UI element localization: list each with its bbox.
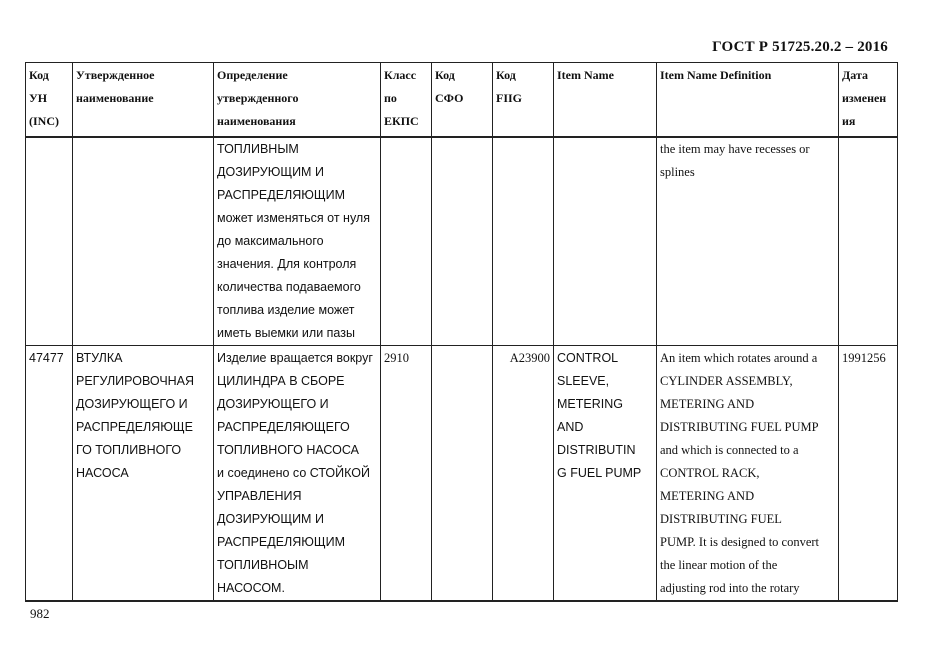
text-line: ТОПЛИВНОЫМ (217, 558, 309, 572)
text-line: наименования (217, 114, 296, 128)
text-line: CYLINDER ASSEMBLY, (660, 374, 793, 388)
text-line: значения. Для контроля (217, 257, 357, 271)
text-line: SLEEVE, (557, 374, 610, 388)
col-header-sfo (432, 63, 493, 138)
col-header-class (381, 63, 432, 138)
text-line: Item Name Definition (660, 68, 772, 82)
text-line: ТОПЛИВНОГО НАСОСА (217, 443, 359, 457)
cell-approved-name (73, 137, 214, 346)
text-line: CONTROL (557, 351, 619, 365)
text-line: DISTRIBUTING FUEL (660, 512, 782, 526)
text-line: ЦИЛИНДРА В СБОРЕ (217, 374, 345, 388)
text-line: Код (29, 68, 49, 82)
text-line: FIIG (496, 91, 523, 105)
text-line: РЕГУЛИРОВОЧНАЯ (76, 374, 195, 388)
col-header-item-name (554, 63, 657, 138)
cell-inc (26, 137, 73, 346)
cell-item-name (554, 346, 657, 602)
text-line: ДОЗИРУЮЩЕГО И (76, 397, 188, 411)
text-line: РАСПРЕДЕЛЯЮЩЕ (76, 420, 193, 434)
cell-fiig: A23900 (493, 346, 554, 602)
col-header-fiig (493, 63, 554, 138)
text-line: НАСОСОМ. (217, 581, 285, 595)
text-line: the linear motion of the (660, 558, 778, 572)
cell-definition-ru (214, 137, 381, 346)
text-line: Изделие вращается вокруг (217, 351, 373, 365)
cell-sfo (432, 137, 493, 346)
col-header-approved-name (73, 63, 214, 138)
text-line: G FUEL PUMP (557, 466, 642, 480)
cell-item-name (554, 137, 657, 346)
table-header-row (26, 63, 898, 138)
text-line: DISTRIBUTIN (557, 443, 636, 457)
text-line: изменен (842, 91, 887, 105)
text-line: иметь выемки или пазы (217, 326, 355, 340)
text-line: ГО ТОПЛИВНОГО (76, 443, 182, 457)
cell-definition-en (657, 346, 839, 602)
text-line: Дата (842, 68, 868, 82)
text-line: РАСПРЕДЕЛЯЮЩИМ (217, 188, 346, 202)
text-line: Класс (384, 68, 417, 82)
text-line: CONTROL RACK, (660, 466, 760, 480)
cell-class (381, 137, 432, 346)
cell-sfo (432, 346, 493, 602)
text-line: ДОЗИРУЮЩИМ И (217, 512, 324, 526)
text-line: РАСПРЕДЕЛЯЮЩЕГО (217, 420, 350, 434)
text-line: An item which rotates around a (660, 351, 818, 365)
cell-definition-ru (214, 346, 381, 602)
text-line: ДОЗИРУЮЩИМ И (217, 165, 324, 179)
cell-inc: 47477 (26, 346, 73, 602)
col-header-inc (26, 63, 73, 138)
text-line: Код (435, 68, 455, 82)
table-row (26, 346, 898, 602)
text-line: splines (660, 165, 695, 179)
text-line: количества подаваемого (217, 280, 361, 294)
text-line: adjusting rod into the rotary (660, 581, 800, 595)
text-line: ДОЗИРУЮЩЕГО И (217, 397, 329, 411)
col-header-definition (214, 63, 381, 138)
cell-date: 1991256 (839, 346, 898, 602)
text-line: РАСПРЕДЕЛЯЮЩИМ (217, 535, 346, 549)
text-line: ЕКПС (384, 114, 419, 128)
text-line: METERING AND (660, 397, 755, 411)
text-line: DISTRIBUTING FUEL PUMP (660, 420, 819, 434)
col-header-item-definition (657, 63, 839, 138)
text-line: Код (496, 68, 516, 82)
cell-approved-name (73, 346, 214, 602)
text-line: НАСОСА (76, 466, 129, 480)
text-line: УН (29, 91, 48, 105)
page-number: 982 (30, 606, 50, 621)
text-line: METERING (557, 397, 623, 411)
text-line: до максимального (217, 234, 324, 248)
text-line: УПРАВЛЕНИЯ (217, 489, 302, 503)
text-line: ТОПЛИВНЫМ (217, 142, 299, 156)
table-row (26, 137, 898, 346)
col-header-date (839, 63, 898, 138)
text-line: утвержденного (217, 91, 299, 105)
text-line: и соединено со СТОЙКОЙ (217, 466, 370, 480)
cell-definition-en (657, 137, 839, 346)
text-line: ВТУЛКА (76, 351, 123, 365)
text-line: the item may have recesses or (660, 142, 810, 156)
text-line: and which is connected to a (660, 443, 799, 457)
text-line: СФО (435, 91, 464, 105)
nomenclature-table (25, 62, 898, 602)
standard-title: ГОСТ Р 51725.20.2 – 2016 (712, 39, 888, 55)
text-line: Item Name (557, 68, 614, 82)
text-line: топлива изделие может (217, 303, 355, 317)
cell-date (839, 137, 898, 346)
text-line: PUMP. It is designed to convert (660, 535, 820, 549)
text-line: наименование (76, 91, 154, 105)
text-line: Утвержденное (76, 68, 155, 82)
text-line: по (384, 91, 397, 105)
text-line: Определение (217, 68, 288, 82)
cell-class: 2910 (381, 346, 432, 602)
cell-fiig (493, 137, 554, 346)
text-line: ия (842, 114, 856, 128)
text-line: может изменяться от нуля (217, 211, 370, 225)
text-line: (INC) (29, 114, 59, 128)
text-line: AND (557, 420, 584, 434)
text-line: METERING AND (660, 489, 755, 503)
